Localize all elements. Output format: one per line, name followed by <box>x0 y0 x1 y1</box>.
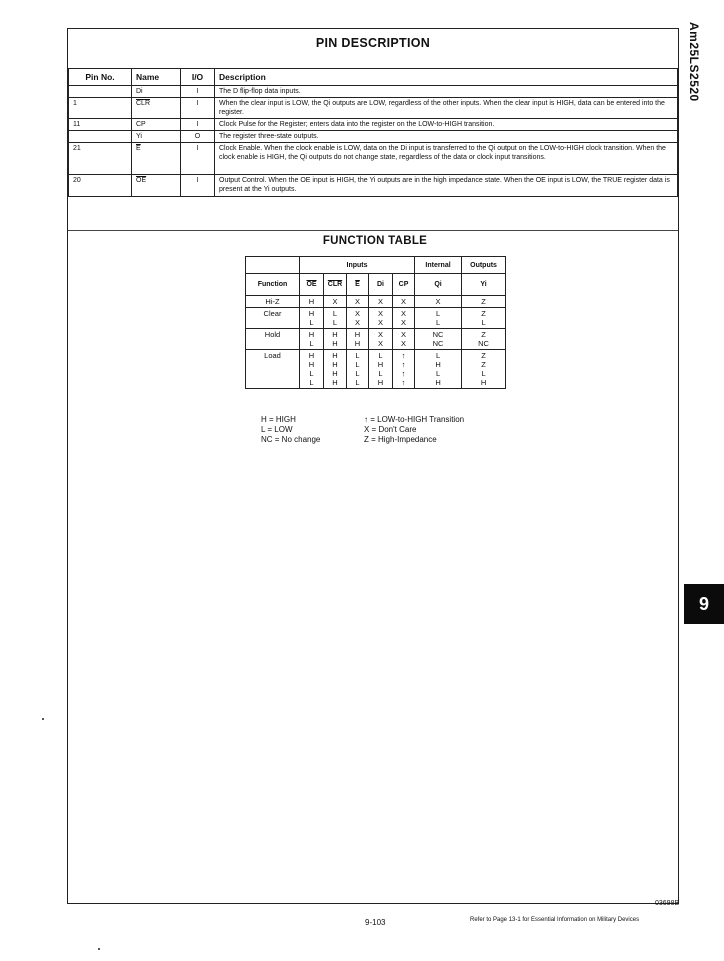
cell-value: X <box>354 318 360 327</box>
pin-io: I <box>181 143 215 175</box>
group-inputs: Inputs <box>300 257 415 274</box>
pin-io: I <box>181 175 215 197</box>
page-number: 9-103 <box>365 918 386 927</box>
table-cell <box>300 329 324 350</box>
cell-value: X <box>377 309 383 318</box>
pin-name: CP <box>132 119 181 131</box>
col-pin-no: Pin No. <box>69 69 132 86</box>
col-e: $\overline{E}$ <box>347 274 369 296</box>
table-cell <box>347 350 369 389</box>
table-cell <box>462 350 506 389</box>
table-cell <box>415 329 462 350</box>
cell-value: L <box>309 339 314 348</box>
cell-value: H <box>377 360 384 369</box>
table-cell <box>324 308 347 329</box>
pin-no <box>69 86 132 98</box>
section-divider <box>68 230 678 231</box>
cell-value: L <box>378 351 383 360</box>
table-row <box>69 86 678 98</box>
group-outputs: Outputs <box>462 257 506 274</box>
pin-desc: The D flip-flop data inputs. <box>215 86 678 98</box>
cell-value: L <box>435 309 441 318</box>
cell-value: H <box>435 378 441 387</box>
cell-value: H <box>332 339 338 348</box>
cell-value: H <box>332 369 338 378</box>
pin-desc: Output Control. When the OE input is HIGH, the Yi outputs are in the high impedance state. When the OE input is LOW, the TRUE register data is present at the Yi outputs. <box>215 175 678 197</box>
cell-value: X <box>377 330 383 339</box>
pin-no <box>69 131 132 143</box>
pin-description-title: PIN DESCRIPTION <box>315 36 431 50</box>
pin-desc: When the clear input is LOW, the Qi outputs are LOW, regardless of the other inputs. When the clear input is HIGH, data can be entered into the register. <box>215 98 678 119</box>
table-cell <box>324 329 347 350</box>
pin-no: 1 <box>69 98 132 119</box>
cell-value: H <box>308 297 315 306</box>
cell-value: L <box>481 369 486 378</box>
pin-no: 20 <box>69 175 132 197</box>
pin-io: I <box>181 119 215 131</box>
cell-value: L <box>378 369 383 378</box>
cell-value: ↑ <box>401 360 406 369</box>
table-row <box>246 329 506 350</box>
pin-description-table <box>68 68 678 197</box>
cell-value: X <box>354 309 360 318</box>
pin-name: $\overline{E}$ <box>132 143 181 175</box>
cell-value: L <box>435 351 441 360</box>
cell-value: Z <box>481 330 486 339</box>
pin-name: $\overline{OE}$ <box>132 175 181 197</box>
military-reference-note: Refer to Page 13-1 for Essential Information on Military Devices <box>470 917 640 923</box>
cell-value: L <box>355 351 360 360</box>
table-row <box>246 350 506 389</box>
cell-value: Z <box>481 360 486 369</box>
table-cell <box>415 350 462 389</box>
pin-name: $\overline{CLR}$ <box>132 98 181 119</box>
col-yi: Yi <box>462 274 506 296</box>
function-name: Hold <box>246 329 300 350</box>
table-row <box>69 143 678 175</box>
cell-value: H <box>332 330 338 339</box>
legend-item: H = HIGH <box>261 415 296 424</box>
table-row <box>69 98 678 119</box>
pin-desc: The register three-state outputs. <box>215 131 678 143</box>
table-cell <box>415 296 462 308</box>
table-cell <box>324 296 347 308</box>
table-row <box>246 308 506 329</box>
cell-value: L <box>332 309 338 318</box>
legend-item: ↑ = LOW-to-HIGH Transition <box>364 415 465 424</box>
table-cell <box>347 329 369 350</box>
scan-speck <box>98 948 100 950</box>
cell-value: L <box>481 318 486 327</box>
table-cell <box>369 308 393 329</box>
cell-value: H <box>354 330 361 339</box>
function-col-spacer <box>246 257 300 274</box>
cell-value: L <box>355 369 360 378</box>
table-cell <box>462 329 506 350</box>
table-cell <box>393 308 415 329</box>
cell-value: H <box>308 330 315 339</box>
cell-value: X <box>377 297 383 306</box>
cell-value: X <box>401 309 407 318</box>
table-cell <box>347 296 369 308</box>
col-name: Name <box>132 69 181 86</box>
col-function: Function <box>246 274 300 296</box>
cell-value: L <box>435 369 441 378</box>
cell-value: L <box>355 378 360 387</box>
cell-value: H <box>332 378 338 387</box>
pin-io: O <box>181 131 215 143</box>
cell-value: NC <box>432 339 444 348</box>
table-cell <box>300 350 324 389</box>
cell-value: X <box>401 297 407 306</box>
pin-io: I <box>181 86 215 98</box>
legend-item: Z = High-Impedance <box>364 435 437 444</box>
cell-value: H <box>480 378 487 387</box>
cell-value: H <box>308 309 315 318</box>
cell-value: H <box>332 360 338 369</box>
cell-value: ↑ <box>401 369 406 378</box>
cell-value: NC <box>432 330 444 339</box>
pin-io: I <box>181 98 215 119</box>
table-cell <box>324 350 347 389</box>
cell-value: L <box>309 318 314 327</box>
pin-no: 21 <box>69 143 132 175</box>
table-cell <box>462 296 506 308</box>
col-oe: $\overline{OE}$ <box>300 274 324 296</box>
legend-left <box>261 415 320 445</box>
cell-value: X <box>377 339 383 348</box>
table-cell <box>369 296 393 308</box>
cell-value: X <box>377 318 383 327</box>
table-row <box>69 175 678 197</box>
table-cell <box>393 350 415 389</box>
function-name: Hi-Z <box>246 296 300 308</box>
function-table-title: FUNCTION TABLE <box>322 235 428 247</box>
pin-desc: Clock Pulse for the Register; enters data into the register on the LOW-to-HIGH transition. <box>215 119 678 131</box>
pin-table-header <box>69 69 678 86</box>
table-cell <box>300 308 324 329</box>
part-number-label: Am25LS2520 <box>687 22 701 102</box>
cell-value: H <box>354 339 361 348</box>
function-name: Load <box>246 350 300 389</box>
cell-value: L <box>355 360 360 369</box>
table-cell <box>462 308 506 329</box>
legend-item: L = LOW <box>261 425 293 434</box>
function-name: Clear <box>246 308 300 329</box>
cell-value: H <box>308 351 315 360</box>
cell-value: ↑ <box>401 378 406 387</box>
legend-item: X = Don't Care <box>364 425 417 434</box>
figure-code: 03698B <box>655 900 680 907</box>
cell-value: L <box>309 369 314 378</box>
cell-value: X <box>332 297 338 306</box>
table-cell <box>369 350 393 389</box>
cell-value: H <box>377 378 384 387</box>
pin-name: Di <box>132 86 181 98</box>
cell-value: NC <box>478 339 489 348</box>
scan-speck <box>42 718 44 720</box>
pin-name: Yi <box>132 131 181 143</box>
cell-value: X <box>354 297 360 306</box>
cell-value: X <box>401 330 407 339</box>
group-internal: Internal <box>415 257 462 274</box>
table-cell <box>347 308 369 329</box>
cell-value: H <box>435 360 441 369</box>
col-clr: $\overline{CLR}$ <box>324 274 347 296</box>
cell-value: Z <box>481 351 486 360</box>
legend-right <box>364 415 464 445</box>
cell-value: H <box>308 360 315 369</box>
col-qi: Qi <box>415 274 462 296</box>
cell-value: L <box>435 318 441 327</box>
table-cell <box>415 308 462 329</box>
col-description: Description <box>215 69 678 86</box>
cell-value: Z <box>481 297 486 306</box>
pin-desc: Clock Enable. When the clock enable is LOW, data on the Di input is transferred to the Qi output on the LOW-to-HIGH clock transition. When the clock enable is HIGH, the Qi outputs do not change state, regardless of the data or clock input transitions. <box>215 143 678 175</box>
table-cell <box>393 296 415 308</box>
table-cell <box>300 296 324 308</box>
cell-value: Z <box>481 309 486 318</box>
table-row <box>69 131 678 143</box>
col-cp: CP <box>393 274 415 296</box>
section-tab: 9 <box>684 584 724 624</box>
table-row <box>69 119 678 131</box>
pin-no: 11 <box>69 119 132 131</box>
table-row <box>246 296 506 308</box>
cell-value: X <box>401 318 407 327</box>
cell-value: H <box>332 351 338 360</box>
table-cell <box>393 329 415 350</box>
legend-item: NC = No change <box>261 435 321 444</box>
col-io: I/O <box>181 69 215 86</box>
cell-value: X <box>435 297 441 306</box>
col-di: Di <box>369 274 393 296</box>
cell-value: L <box>332 318 338 327</box>
cell-value: ↑ <box>401 351 406 360</box>
function-table <box>245 256 506 389</box>
cell-value: L <box>309 378 314 387</box>
table-cell <box>369 329 393 350</box>
cell-value: X <box>401 339 407 348</box>
